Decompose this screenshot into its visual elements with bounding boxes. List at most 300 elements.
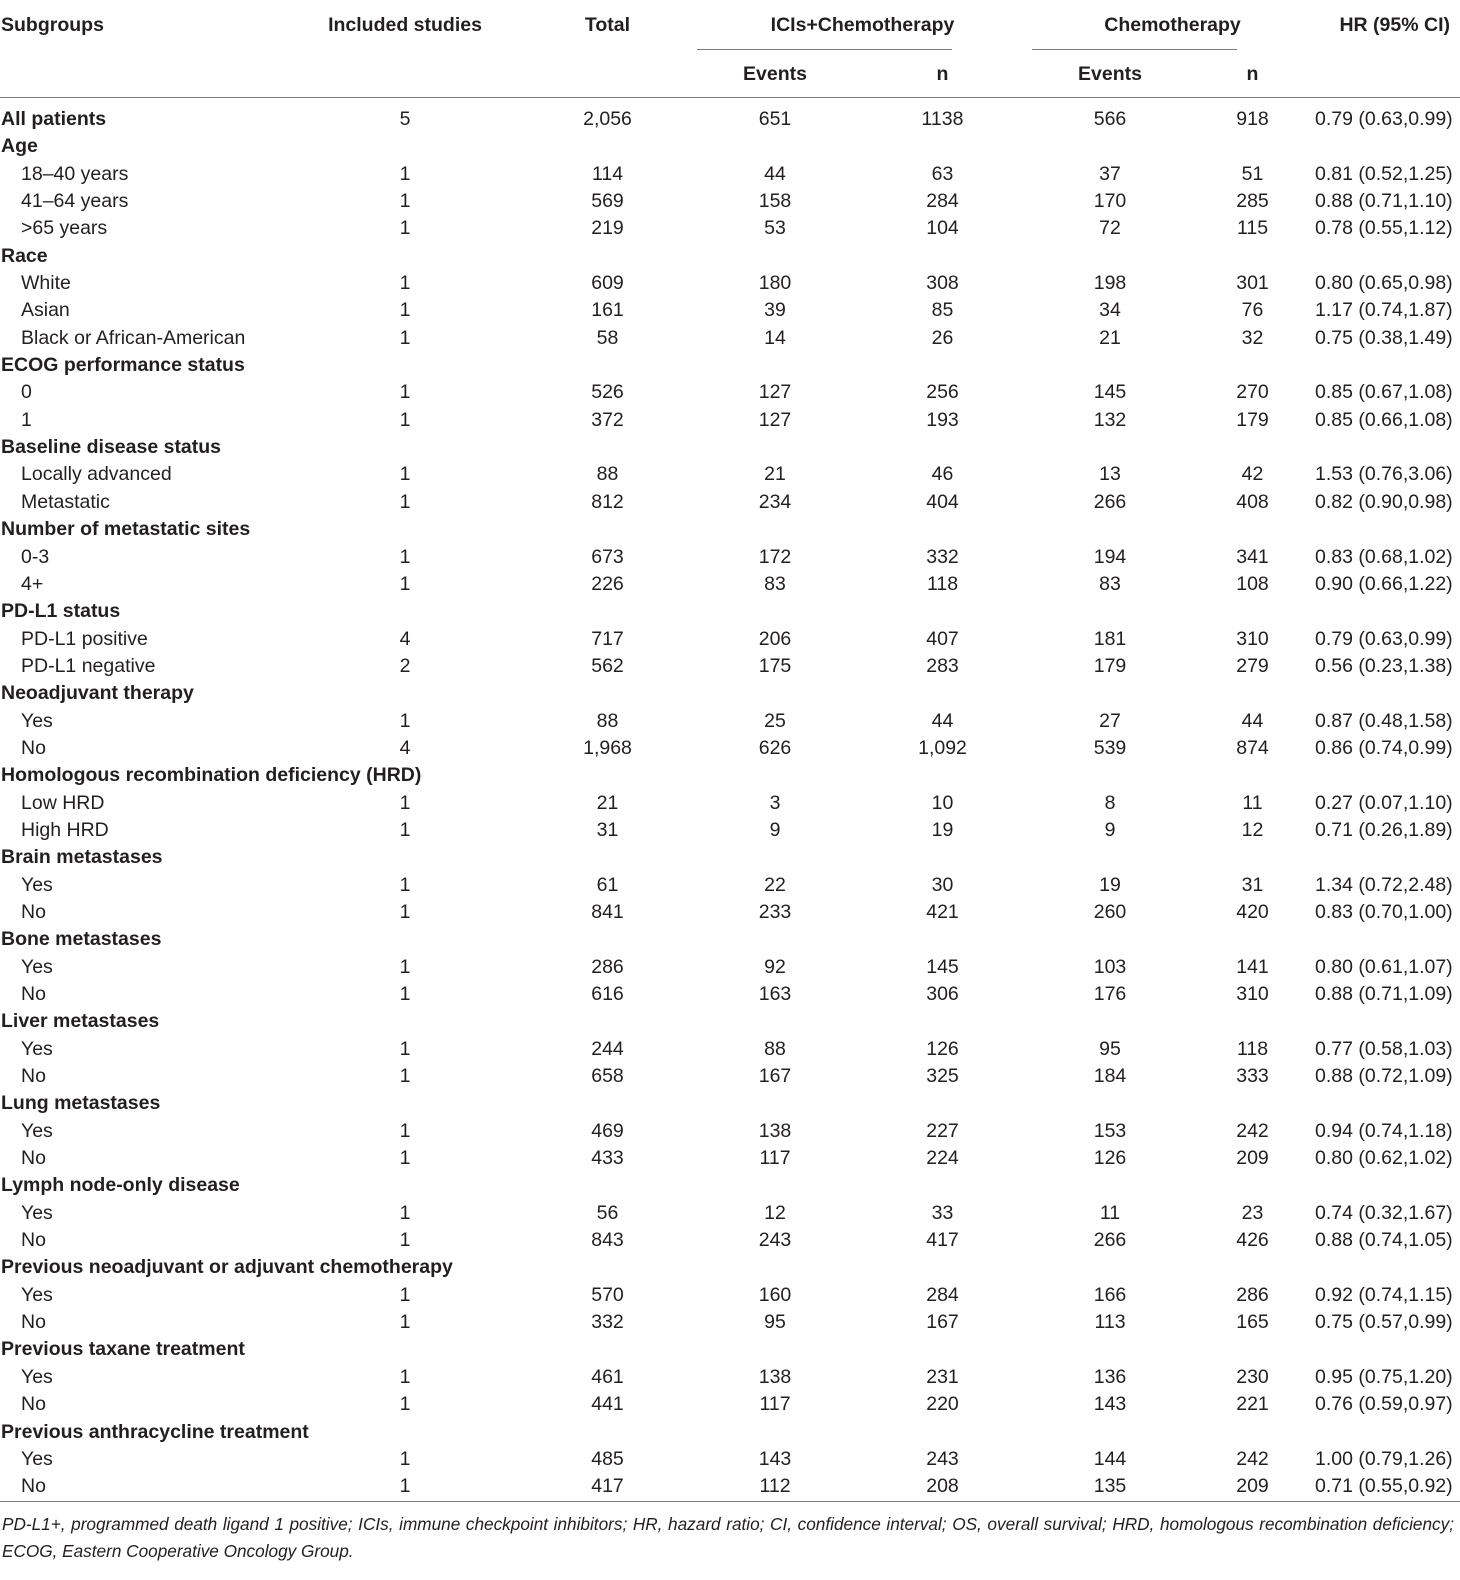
cell-subgroup-label: Yes: [21, 873, 53, 896]
cell-chemo-n: 209: [1236, 1147, 1269, 1170]
cell-ici-n: 283: [926, 654, 959, 677]
cell-total: [520, 434, 695, 461]
cell-hr-ci: 0.74 (0.32,1.67): [1315, 1201, 1453, 1224]
cell-ici-n: 306: [926, 983, 959, 1005]
cell-included-studies: 1: [399, 190, 411, 213]
cell-ici-n: 30: [931, 873, 954, 896]
cell-subgroup-label: Baseline disease status: [1, 436, 222, 459]
cell-chemo-events: [1030, 680, 1190, 707]
cell-subgroup-label: PD-L1 positive: [21, 627, 148, 650]
cell-included-studies: [290, 1090, 520, 1117]
cell-included-studies: [290, 1419, 520, 1446]
cell-chemo-events: [1030, 1008, 1190, 1035]
cell-total: 526: [591, 381, 624, 404]
cell-ici-n: 284: [926, 190, 959, 213]
cell-total: 673: [591, 545, 624, 568]
cell-included-studies: 1: [399, 791, 411, 814]
cell-total: 61: [596, 873, 619, 896]
cell-hr-ci: 0.86 (0.74,0.99): [1315, 736, 1453, 759]
cell-chemo-n: 23: [1241, 1201, 1264, 1224]
cell-ici-n: [855, 352, 1030, 379]
cell-chemo-events: [1030, 1172, 1190, 1199]
cell-chemo-events: 8: [1104, 791, 1116, 814]
cell-chemo-events: [1030, 243, 1190, 270]
category-row: [0, 926, 1460, 953]
cell-hr-ci: 0.77 (0.58,1.03): [1315, 1037, 1453, 1060]
cell-hr-ci: 0.76 (0.59,0.97): [1315, 1393, 1453, 1416]
cell-ici-events: 143: [758, 1447, 792, 1470]
cell-included-studies: 1: [399, 1365, 411, 1388]
header-hr-ci: HR (95% CI): [1339, 14, 1450, 36]
cell-hr-ci: 0.71 (0.26,1.89): [1315, 818, 1453, 841]
cell-chemo-n: 31: [1241, 873, 1264, 896]
cell-ici-events: 112: [695, 1473, 855, 1501]
cell-chemo-events: 37: [1099, 162, 1121, 185]
subgroup-row: [0, 981, 1460, 1008]
cell-chemo-n: 874: [1236, 736, 1269, 759]
cell-included-studies: [290, 516, 520, 543]
subgroup-row: [0, 1063, 1460, 1090]
cell-subgroup-label: Yes: [21, 955, 53, 978]
cell-total: 570: [591, 1283, 624, 1306]
cell-ici-events: 138: [758, 1365, 792, 1388]
cell-total: [520, 352, 695, 379]
cell-chemo-n: 115: [1236, 217, 1269, 240]
subgroup-row: [0, 1227, 1460, 1254]
cell-chemo-n: 279: [1236, 654, 1269, 677]
cell-hr-ci: 0.88 (0.71,1.09): [1315, 983, 1453, 1005]
cell-subgroup-label: 1: [21, 408, 32, 431]
cell-ici-n: [855, 434, 1030, 461]
cell-subgroup-label: No: [21, 1065, 46, 1088]
cell-chemo-events: 27: [1099, 709, 1121, 732]
cell-chemo-n: 11: [1242, 791, 1263, 814]
cell-included-studies: 1: [399, 1201, 411, 1224]
cell-ici-events: 117: [759, 1147, 791, 1170]
cell-subgroup-label: PD-L1 status: [1, 600, 121, 623]
cell-ici-events: [695, 598, 855, 625]
cell-hr-ci: 0.82 (0.90,0.98): [1315, 490, 1453, 513]
cell-ici-events: 3: [769, 791, 781, 814]
cell-total: 433: [591, 1147, 624, 1170]
cell-chemo-events: 145: [1093, 381, 1127, 404]
cell-subgroup-label: Yes: [21, 1201, 53, 1224]
cell-subgroup-label: No: [0, 1473, 290, 1501]
cell-hr-ci: 0.56 (0.23,1.38): [1315, 654, 1453, 677]
cell-chemo-n: 420: [1236, 900, 1269, 923]
cell-included-studies: 1: [399, 1447, 411, 1470]
cell-total: 485: [591, 1447, 624, 1470]
cell-ici-n: 193: [926, 408, 959, 431]
cell-chemo-n: 42: [1241, 463, 1264, 486]
subgroup-row: [0, 899, 1460, 926]
cell-ici-n: 19: [931, 818, 954, 841]
cell-total: 441: [591, 1393, 624, 1416]
cell-hr-ci: [1315, 1254, 1460, 1281]
cell-included-studies: 1: [399, 873, 411, 896]
cell-ici-events: 138: [758, 1119, 792, 1142]
cell-included-studies: [290, 434, 520, 461]
cell-hr-ci: 0.78 (0.55,1.12): [1315, 217, 1453, 240]
subgroup-row: [0, 1309, 1460, 1336]
cell-subgroup-label: Race: [1, 244, 48, 267]
cell-hr-ci: 0.83 (0.70,1.00): [1315, 900, 1453, 923]
cell-chemo-n: 165: [1236, 1311, 1269, 1334]
cell-ici-n: [855, 762, 1030, 789]
cell-chemo-events: [1030, 1254, 1190, 1281]
cell-hr-ci: [1315, 434, 1460, 461]
cell-included-studies: 1: [399, 326, 411, 349]
cell-chemo-n: 32: [1241, 326, 1264, 349]
cell-included-studies: [290, 352, 520, 379]
cell-ici-events: [695, 926, 855, 953]
cell-included-studies: 1: [290, 1473, 520, 1501]
subgroup-row: [0, 1473, 1460, 1501]
cell-included-studies: 1: [399, 1119, 411, 1142]
cell-total: [520, 1336, 695, 1363]
cell-ici-events: [695, 680, 855, 707]
cell-subgroup-label: Yes: [21, 1365, 53, 1388]
cell-included-studies: [290, 844, 520, 871]
cell-subgroup-label: >65 years: [21, 217, 108, 240]
cell-included-studies: 1: [399, 162, 411, 185]
cell-included-studies: 1: [399, 818, 411, 841]
cell-ici-events: 651: [758, 108, 792, 130]
subgroup-row: [0, 544, 1460, 571]
cell-hr-ci: 0.88 (0.72,1.09): [1315, 1065, 1453, 1088]
cell-chemo-events: 136: [1093, 1365, 1127, 1388]
cell-ici-n: 308: [926, 272, 959, 295]
cell-total: 616: [591, 983, 624, 1005]
cell-subgroup-label: Yes: [21, 1283, 53, 1306]
cell-ici-events: 88: [764, 1037, 786, 1060]
header-chemo-n: n: [1190, 51, 1315, 98]
cell-chemo-events: 83: [1099, 572, 1121, 595]
cell-subgroup-label: 4+: [21, 572, 44, 595]
cell-chemo-n: 285: [1236, 190, 1269, 213]
cell-chemo-events: 21: [1099, 326, 1121, 349]
cell-ici-n: 227: [926, 1119, 959, 1142]
cell-subgroup-label: No: [21, 1311, 46, 1334]
cell-chemo-events: 194: [1093, 545, 1127, 568]
cell-subgroup-label: 41–64 years: [21, 190, 129, 213]
cell-ici-events: [695, 434, 855, 461]
cell-chemo-events: [1030, 762, 1190, 789]
cell-hr-ci: [1315, 844, 1460, 871]
cell-chemo-events: [1030, 1090, 1190, 1117]
cell-hr-ci: 0.79 (0.63,0.99): [1315, 108, 1453, 130]
cell-ici-n: 118: [926, 572, 959, 595]
subgroup-row: [0, 1364, 1460, 1391]
header-blank: [1315, 51, 1460, 98]
cell-included-studies: 1: [399, 900, 411, 923]
cell-hr-ci: 0.88 (0.71,1.10): [1315, 190, 1453, 213]
cell-chemo-events: 166: [1093, 1283, 1127, 1306]
cell-hr-ci: [1315, 1419, 1460, 1446]
cell-ici-n: 224: [926, 1147, 959, 1170]
cell-chemo-n: [1190, 1172, 1315, 1199]
cell-chemo-events: [1030, 1336, 1190, 1363]
cell-hr-ci: 0.85 (0.67,1.08): [1315, 381, 1453, 404]
header-included-studies: Included studies: [328, 14, 482, 36]
cell-subgroup-label: White: [21, 272, 71, 295]
cell-ici-n: 63: [931, 162, 954, 185]
cell-hr-ci: [1315, 516, 1460, 543]
cell-total: [520, 598, 695, 625]
cell-hr-ci: 0.80 (0.65,0.98): [1315, 272, 1453, 295]
cell-ici-events: [695, 1419, 855, 1446]
cell-chemo-n: 51: [1241, 162, 1264, 185]
cell-chemo-n: [1190, 434, 1315, 461]
cell-chemo-events: 176: [1093, 983, 1127, 1005]
cell-total: 332: [591, 1311, 624, 1334]
cell-ici-n: 167: [926, 1311, 959, 1334]
cell-ici-n: 208: [855, 1473, 1030, 1501]
cell-ici-n: 104: [926, 217, 959, 240]
cell-chemo-events: 266: [1093, 1229, 1127, 1252]
cell-included-studies: [290, 1172, 520, 1199]
cell-included-studies: 1: [399, 299, 411, 322]
cell-total: 609: [591, 272, 624, 295]
cell-ici-events: [695, 1336, 855, 1363]
cell-chemo-events: 9: [1104, 818, 1116, 841]
subgroup-row: [0, 215, 1460, 242]
header-blank: [0, 51, 290, 98]
cell-ici-n: 33: [931, 1201, 954, 1224]
cell-chemo-events: 72: [1099, 217, 1121, 240]
cell-ici-n: [855, 1419, 1030, 1446]
cell-ici-n: 421: [926, 900, 959, 923]
subgroup-row: [0, 872, 1460, 899]
cell-hr-ci: [1315, 1008, 1460, 1035]
cell-ici-events: 206: [758, 627, 792, 650]
cell-hr-ci: 0.75 (0.38,1.49): [1315, 326, 1453, 349]
cell-chemo-n: [1190, 680, 1315, 707]
subgroup-row: [0, 790, 1460, 817]
category-row: [0, 1336, 1460, 1363]
cell-hr-ci: 0.87 (0.48,1.58): [1315, 709, 1453, 732]
category-row: [0, 1090, 1460, 1117]
cell-ici-n: 404: [926, 490, 959, 513]
cell-chemo-n: 179: [1236, 408, 1269, 431]
cell-total: 56: [596, 1201, 619, 1224]
cell-ici-n: 1138: [921, 108, 964, 130]
cell-chemo-events: 539: [1093, 736, 1127, 759]
cell-included-studies: [290, 598, 520, 625]
cell-total: 841: [591, 900, 624, 923]
cell-total: [520, 133, 695, 160]
cell-total: [520, 1254, 695, 1281]
cell-subgroup-label: Neoadjuvant therapy: [1, 682, 194, 705]
cell-ici-n: 145: [926, 955, 959, 978]
cell-included-studies: 4: [399, 736, 411, 759]
subgroup-row: [0, 1200, 1460, 1227]
cell-ici-n: [855, 926, 1030, 953]
cell-chemo-events: 179: [1093, 654, 1127, 677]
subgroup-row: [0, 489, 1460, 516]
subgroup-row: [0, 817, 1460, 844]
subgroup-row: [0, 1282, 1460, 1309]
cell-chemo-events: [1030, 133, 1190, 160]
cell-ici-n: [855, 680, 1030, 707]
cell-subgroup-label: Black or African-American: [21, 326, 246, 349]
cell-hr-ci: [1315, 762, 1460, 789]
subgroup-row: [0, 407, 1460, 434]
header-chemo-events: Events: [1030, 51, 1190, 98]
category-row: [0, 1254, 1460, 1281]
cell-total: 658: [591, 1065, 624, 1088]
cell-included-studies: [290, 1008, 520, 1035]
cell-ici-n: 26: [931, 326, 954, 349]
cell-ici-n: 417: [926, 1229, 959, 1252]
category-row: [0, 1172, 1460, 1199]
cell-ici-events: [695, 243, 855, 270]
category-row: [0, 98, 1460, 134]
cell-ici-events: 22: [764, 873, 786, 896]
cell-chemo-events: 135: [1030, 1473, 1190, 1501]
cell-ici-events: 14: [764, 326, 786, 349]
cell-total: 226: [591, 572, 624, 595]
ici-group-rule: [697, 49, 952, 50]
cell-ici-events: 234: [758, 490, 792, 513]
cell-included-studies: 4: [399, 627, 411, 650]
cell-included-studies: 1: [399, 1147, 411, 1170]
cell-chemo-n: 12: [1241, 818, 1264, 841]
cell-subgroup-label: ECOG performance status: [1, 354, 245, 377]
subgroup-row: [0, 1036, 1460, 1063]
cell-ici-events: 83: [764, 572, 786, 595]
cell-total: [520, 762, 695, 789]
cell-chemo-events: 184: [1093, 1065, 1127, 1088]
cell-included-studies: [290, 243, 520, 270]
cell-chemo-n: 209: [1190, 1473, 1315, 1501]
cell-hr-ci: 1.17 (0.74,1.87): [1315, 299, 1453, 322]
cell-chemo-events: [1030, 352, 1190, 379]
cell-total: 161: [591, 299, 624, 322]
cell-ici-n: 243: [926, 1447, 959, 1470]
cell-chemo-events: 144: [1093, 1447, 1127, 1470]
cell-ici-events: 127: [758, 381, 792, 404]
cell-ici-n: 44: [931, 709, 954, 732]
category-row: [0, 1419, 1460, 1446]
cell-included-studies: 1: [399, 709, 411, 732]
cell-chemo-events: 181: [1093, 627, 1127, 650]
cell-hr-ci: [1315, 926, 1460, 953]
cell-included-studies: 2: [399, 654, 411, 677]
cell-chemo-events: 153: [1093, 1119, 1127, 1142]
category-row: [0, 680, 1460, 707]
cell-ici-n: [855, 516, 1030, 543]
cell-ici-n: [855, 1336, 1030, 1363]
cell-ici-n: 46: [931, 463, 954, 486]
cell-chemo-events: 260: [1093, 900, 1127, 923]
header-subgroups: Subgroups: [1, 14, 104, 36]
subgroup-row: [0, 954, 1460, 981]
cell-ici-n: 332: [926, 545, 959, 568]
cell-chemo-events: 126: [1093, 1147, 1127, 1170]
cell-chemo-n: 341: [1236, 545, 1269, 568]
cell-subgroup-label: Metastatic: [21, 490, 110, 513]
category-row: [0, 844, 1460, 871]
cell-subgroup-label: Lung metastases: [1, 1092, 161, 1115]
cell-ici-events: 163: [758, 983, 792, 1005]
cell-chemo-n: [1190, 1419, 1315, 1446]
cell-total: 372: [591, 408, 624, 431]
cell-included-studies: [290, 926, 520, 953]
cell-included-studies: 1: [399, 1311, 411, 1334]
cell-chemo-events: 566: [1093, 108, 1127, 130]
subgroup-row: [0, 188, 1460, 215]
cell-chemo-events: 19: [1099, 873, 1121, 896]
cell-chemo-n: [1190, 243, 1315, 270]
cell-hr-ci: 0.80 (0.61,1.07): [1315, 955, 1453, 978]
subgroup-row: [0, 708, 1460, 735]
cell-hr-ci: [1315, 680, 1460, 707]
cell-hr-ci: 1.00 (0.79,1.26): [1315, 1447, 1453, 1470]
cell-hr-ci: 0.81 (0.52,1.25): [1315, 162, 1453, 185]
cell-subgroup-label: Age: [1, 135, 38, 158]
cell-total: [520, 516, 695, 543]
cell-included-studies: [290, 133, 520, 160]
cell-total: [520, 844, 695, 871]
cell-ici-events: [695, 516, 855, 543]
cell-included-studies: [290, 1336, 520, 1363]
cell-hr-ci: 0.75 (0.57,0.99): [1315, 1311, 1453, 1334]
cell-total: 244: [591, 1037, 624, 1060]
cell-subgroup-label: Asian: [21, 299, 70, 322]
cell-total: 286: [591, 955, 624, 978]
cell-chemo-n: 221: [1236, 1393, 1269, 1416]
cell-ici-n: 10: [931, 791, 954, 814]
cell-subgroup-label: No: [21, 1393, 46, 1416]
cell-hr-ci: 0.88 (0.74,1.05): [1315, 1229, 1453, 1252]
header-ici-events: Events: [695, 51, 855, 98]
cell-hr-ci: [1315, 133, 1460, 160]
cell-chemo-n: [1190, 352, 1315, 379]
cell-ici-events: [695, 1254, 855, 1281]
cell-subgroup-label: 0: [21, 381, 32, 404]
cell-hr-ci: 0.85 (0.66,1.08): [1315, 408, 1453, 431]
cell-chemo-n: 333: [1236, 1065, 1269, 1088]
cell-total: 469: [591, 1119, 624, 1142]
table-footnote: PD-L1+, programmed death ligand 1 positive; ICIs, immune checkpoint inhibitors; HR, hazard ratio; CI, confidence interval; OS, overall survival; HRD, homologous recombination deficiency; ECOG, Eastern Cooperative Oncology Group.: [2, 1513, 1454, 1561]
subgroup-row: [0, 297, 1460, 324]
cell-ici-events: 39: [764, 299, 786, 322]
cell-total: 1,968: [583, 736, 632, 759]
cell-ici-events: [695, 1008, 855, 1035]
cell-chemo-n: [1190, 516, 1315, 543]
cell-ici-n: 220: [926, 1393, 959, 1416]
header-blank: [520, 51, 695, 98]
cell-subgroup-label: 0-3: [21, 545, 50, 568]
cell-hr-ci: 1.34 (0.72,2.48): [1315, 873, 1453, 896]
cell-ici-events: [695, 352, 855, 379]
cell-ici-events: [695, 133, 855, 160]
cell-ici-events: 243: [758, 1229, 792, 1252]
cell-chemo-n: 408: [1236, 490, 1269, 513]
cell-chemo-n: 76: [1241, 299, 1264, 322]
cell-total: 417: [520, 1473, 695, 1501]
cell-subgroup-label: Number of metastatic sites: [1, 518, 251, 541]
cell-chemo-events: 113: [1094, 1311, 1126, 1334]
cell-chemo-n: 108: [1236, 572, 1269, 595]
cell-chemo-n: [1190, 1090, 1315, 1117]
cell-chemo-n: [1190, 133, 1315, 160]
cell-total: 58: [596, 326, 619, 349]
cell-hr-ci: 0.79 (0.63,0.99): [1315, 627, 1453, 650]
cell-included-studies: 1: [399, 1393, 411, 1416]
cell-subgroup-label: Previous neoadjuvant or adjuvant chemotherapy: [1, 1256, 453, 1279]
